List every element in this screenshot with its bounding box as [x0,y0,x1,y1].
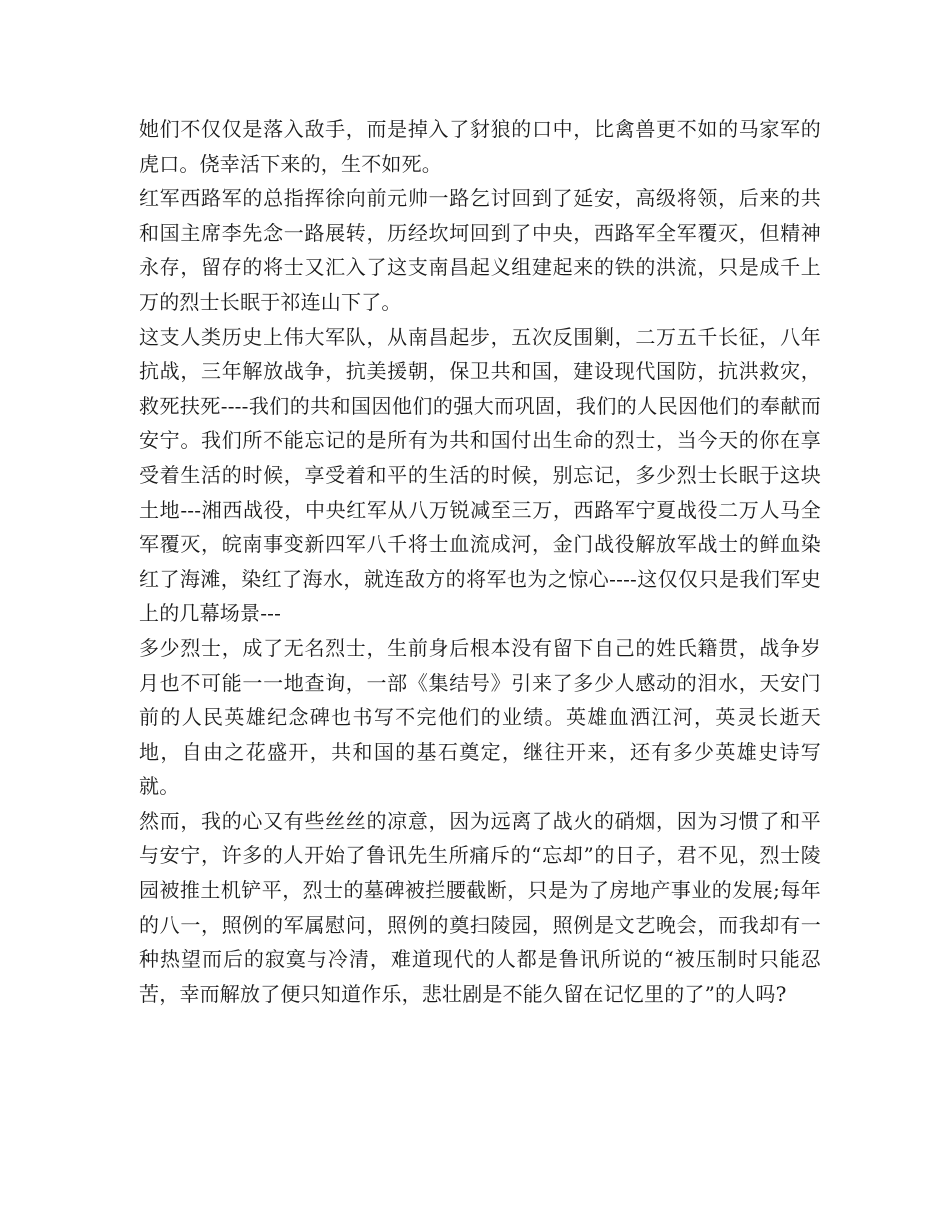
paragraph-2: 红军西路军的总指挥徐向前元帅一路乞讨回到了延安，高级将领，后来的共和国主席李先念一路展转，历经坎坷回到了中央，西路军全军覆灭，但精神永存，留存的将士又汇入了这支南昌起义组建起来的铁的洪流，只是成千上万的烈士长眠于祁连山下了。 [139,186,821,314]
paragraph-4: 多少烈士，成了无名烈士，生前身后根本没有留下自己的姓氏籍贯，战争岁月也不可能一一地查询，一部《集结号》引来了多少人感动的泪水，天安门前的人民英雄纪念碑也书写不完他们的业绩。英雄血洒江河，英灵长逝天地，自由之花盛开，共和国的基石奠定，继往开来，还有多少英雄史诗写就。 [139,635,821,799]
paragraph-5: 然而，我的心又有些丝丝的凉意，因为远离了战火的硝烟，因为习惯了和平与安宁，许多的人开始了鲁讯先生所痛斥的“忘却”的日子，君不见，烈士陵园被推土机铲平，烈士的墓碑被拦腰截断，只是为了房地产事业的发展;每年的八一，照例的军属慰问，照例的奠扫陵园，照例是文艺晚会，而我却有一种热望而后的寂寞与冷清，难道现代的人都是鲁讯所说的“被压制时只能忍苦，幸而解放了便只知道作乐，悲壮剧是不能久留在记忆里的了”的人吗? [139,808,821,1006]
paragraph-1: 她们不仅仅是落入敌手，而是掉入了豺狼的口中，比禽兽更不如的马家军的虎口。侥幸活下来的，生不如死。 [139,117,821,176]
paragraph-3: 这支人类历史上伟大军队，从南昌起步，五次反围剿，二万五千长征，八年抗战，三年解放战争，抗美援朝，保卫共和国，建设现代国防，抗洪救灾，救死扶死----我们的共和国因他们的强大而巩固，我们的人民因他们的奉献而安宁。我们所不能忘记的是所有为共和国付出生命的烈士，当今天的你在享受着生活的时候，享受着和平的生活的时候，别忘记，多少烈士长眠于这块土地---湘西战役，中央红军从八万锐减至三万，西路军宁夏战役二万人马全军覆灭，皖南事变新四军八千将士血流成河，金门战役解放军战士的鲜血染红了海滩，染红了海水，就连敌方的将军也为之惊心----这仅仅只是我们军史上的几幕场景--- [139,324,821,626]
document-body [139,112,821,1011]
